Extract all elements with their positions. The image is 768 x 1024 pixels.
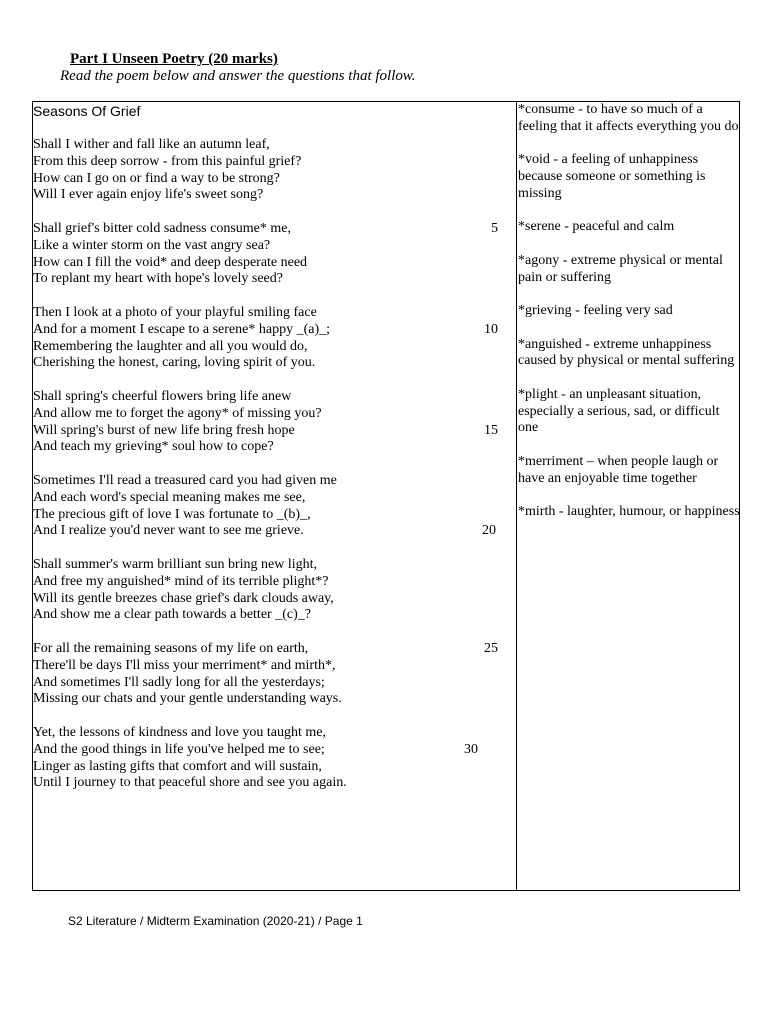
glossary-entry-mirth: *mirth - laughter, humour, or happiness <box>518 504 740 519</box>
glossary-entry-grieving: *grieving - feeling very sad <box>518 303 673 318</box>
line-number: 10 <box>484 321 498 337</box>
stanza <box>33 137 503 204</box>
poem-column <box>33 103 503 792</box>
page-footer: S2 Literature / Midterm Examination (2020-21) / Page 1 <box>68 914 363 928</box>
poem-line <box>33 322 503 339</box>
poem-line: And show me a clear path towards a better _(c)_? <box>33 607 311 623</box>
poem-line: The precious gift of love I was fortunate to _(b)_, <box>33 506 311 522</box>
poem-line: Shall summer's warm brilliant sun bring new light, <box>33 557 318 572</box>
poem-line: Cherishing the honest, caring, loving spirit of you. <box>33 355 316 371</box>
poem-line <box>33 523 503 540</box>
poem-title: Seasons Of Grief <box>33 103 141 119</box>
stanza <box>33 641 503 708</box>
poem-line: And free my anguished* mind of its terrible plight*? <box>33 573 329 589</box>
poem-line-text: And the good things in life you've helped me to see; <box>33 741 325 757</box>
poem-line: And teach my grieving* soul how to cope? <box>33 439 274 455</box>
glossary-column <box>518 102 742 538</box>
poem-line-text: And I realize you'd never want to see me grieve. <box>33 523 304 539</box>
poem-line: How can I fill the void* and deep desperate need <box>33 254 308 270</box>
poem-line: Missing our chats and your gentle understanding ways. <box>33 691 342 707</box>
stanza <box>33 389 503 456</box>
stanza <box>33 725 503 792</box>
poem-line: And allow me to forget the agony* of missing you? <box>33 405 322 421</box>
poem-line: Then I look at a photo of your playful smiling face <box>33 305 317 320</box>
line-number: 25 <box>484 641 498 656</box>
poem-line: Will its gentle breezes chase grief's dark clouds away, <box>33 590 334 606</box>
stanza <box>33 473 503 540</box>
poem-line: How can I go on or find a way to be strong? <box>33 170 280 186</box>
poem-line-text: For all the remaining seasons of my life on earth, <box>33 641 309 656</box>
poem-line-text: And for a moment I escape to a serene* happy _(a)_; <box>33 321 330 337</box>
glossary-entry-plight: *plight - an unpleasant situation, especially a serious, sad, or difficult one <box>518 386 720 436</box>
poem-line: From this deep sorrow - from this painful grief? <box>33 153 302 169</box>
poem-line: And sometimes I'll sadly long for all the yesterdays; <box>33 674 325 690</box>
poem-line <box>33 221 503 238</box>
poem-line <box>33 423 503 440</box>
glossary-entry-void: *void - a feeling of unhappiness because someone or something is missing <box>518 152 706 201</box>
poem-line: And each word's special meaning makes me see, <box>33 489 306 505</box>
line-number: 5 <box>491 221 498 236</box>
poem-line <box>33 742 503 759</box>
line-number: 15 <box>484 422 498 438</box>
line-number: 30 <box>464 741 478 757</box>
stanza <box>33 305 503 372</box>
poem-line: Remembering the laughter and all you would do, <box>33 338 308 354</box>
poem-line <box>33 641 503 658</box>
glossary-entry-anguished: *anguished - extreme unhappiness caused by physical or mental suffering <box>518 336 735 369</box>
line-number: 20 <box>482 523 496 539</box>
poem-line: Shall spring's cheerful flowers bring life anew <box>33 389 292 404</box>
poem-line: Sometimes I'll read a treasured card you had given me <box>33 473 337 488</box>
glossary-entry-serene: *serene - peaceful and calm <box>518 219 675 235</box>
glossary-entry-agony: *agony - extreme physical or mental pain or suffering <box>518 252 723 285</box>
poem-line: Will I ever again enjoy life's sweet song? <box>33 187 264 203</box>
column-divider <box>516 101 517 891</box>
glossary-entry-merriment: *merriment – when people laugh or have an enjoyable time together <box>518 453 719 486</box>
poem-line: Linger as lasting gifts that comfort and will sustain, <box>33 758 322 774</box>
poem-line-text: Shall grief's bitter cold sadness consume* me, <box>33 221 291 236</box>
poem-line: Yet, the lessons of kindness and love you taught me, <box>33 725 326 740</box>
section-heading: Part I Unseen Poetry (20 marks) <box>70 51 278 67</box>
stanza <box>33 221 503 288</box>
poem-line: Like a winter storm on the vast angry sea? <box>33 237 271 253</box>
poem-line-text: Will spring's burst of new life bring fresh hope <box>33 422 295 438</box>
poem-line: There'll be days I'll miss your merriment* and mirth*, <box>33 657 336 673</box>
glossary-entry-consume: *consume - to have so much of a feeling that it affects everything you do <box>518 102 739 134</box>
poem-line: To replant my heart with hope's lovely seed? <box>33 271 283 287</box>
instruction-text: Read the poem below and answer the questions that follow. <box>60 68 416 84</box>
poem-line: Until I journey to that peaceful shore and see you again. <box>33 775 347 791</box>
poem-line: Shall I wither and fall like an autumn leaf, <box>33 137 270 152</box>
stanza <box>33 557 503 624</box>
